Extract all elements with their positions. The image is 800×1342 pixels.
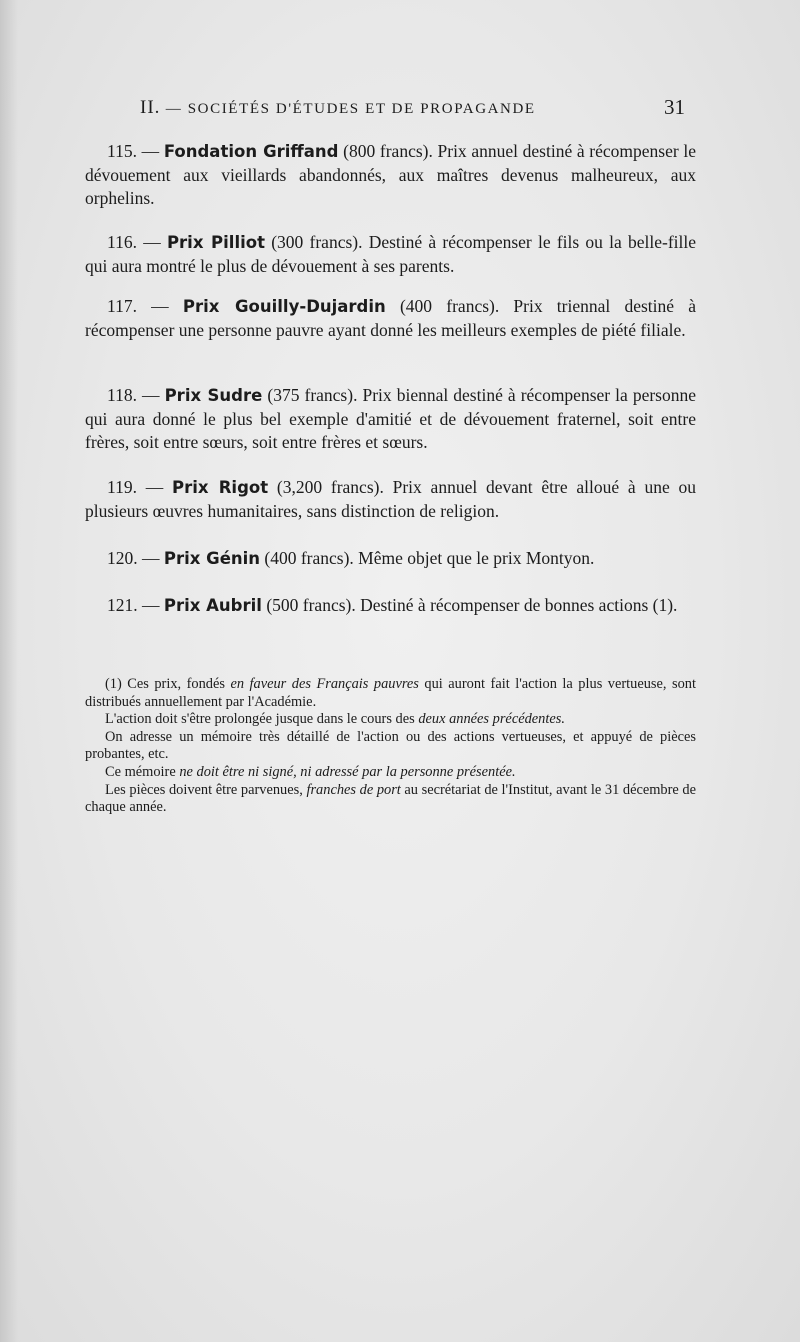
footnote-text: Ce mémoire <box>105 763 180 780</box>
entry-number: 118. — <box>107 385 160 405</box>
footnote-paragraph <box>85 764 696 782</box>
entry-number: 120. — <box>107 548 160 568</box>
running-header <box>140 97 685 123</box>
entry-121 <box>85 594 696 618</box>
entry-body: (500 francs). Destiné à récompenser de bonnes actions (1). <box>261 595 678 615</box>
entry-body: (300 francs). Destiné à récompenser le fils ou la belle-fille qui aura montré le plus de dévouement à ses parents. <box>85 232 697 276</box>
entry-title: Prix Sudre <box>164 386 263 405</box>
footnote-paragraph <box>85 676 696 711</box>
entry-title: Prix Rigot <box>172 478 269 497</box>
binding-shadow <box>0 0 18 1342</box>
entry-120 <box>85 547 696 571</box>
entry-title: Prix Gouilly-Dujardin <box>182 297 386 316</box>
footnote-text: On adresse un mémoire très détaillé de l'action ou des actions vertueuses, et appuyé de pièces probantes, etc. <box>85 728 696 763</box>
footnote-paragraph <box>85 711 696 729</box>
footnote-emphasis: ne doit être ni signé, ni adressé par la personne présentée. <box>179 763 516 780</box>
footnote-paragraph <box>85 782 696 817</box>
entry-title: Fondation Griffand <box>163 142 339 161</box>
footnote-text: L'action doit s'être prolongée jusque dans le cours des <box>105 711 419 728</box>
header-dash: — <box>165 101 183 117</box>
entry-body: (375 francs). Prix biennal destiné à récompenser la personne qui aura donné le plus bel exemple d'amitié et de dévouement fraternel, soit entre frères, soit entre sœurs, soit entre frères et sœurs. <box>85 385 697 452</box>
entry-body: (3,200 francs). Prix annuel devant être alloué à une ou plusieurs œuvres humanitaires, sans distinction de religion. <box>85 477 697 521</box>
running-title <box>140 97 536 119</box>
footnote-text: qui auront fait l'action la plus vertueuse, sont distribués annuellement par l'Académie. <box>85 676 696 710</box>
footnote-text: Les pièces doivent être parvenues, <box>105 781 307 798</box>
entry-body: (400 francs). Prix triennal destiné à récompenser une personne pauvre ayant donné les meilleurs exemples de piété filiale. <box>85 296 696 340</box>
entry-body: (400 francs). Même objet que le prix Montyon. <box>260 548 595 568</box>
entry-116 <box>85 231 696 278</box>
entry-number: 119. — <box>107 477 164 497</box>
entry-number: 116. — <box>107 232 161 252</box>
footnote-emphasis: deux années précédentes. <box>418 711 565 728</box>
entry-119 <box>85 476 696 523</box>
entry-body: (800 francs). Prix annuel destiné à récompenser le dévouement aux vieillards abandonnés, aux maîtres devenus malheureux, aux orphelins. <box>85 141 696 208</box>
entry-number: 115. — <box>107 141 160 161</box>
entry-title: Prix Pilliot <box>166 233 265 252</box>
chapter-title: SOCIÉTÉS D'ÉTUDES ET DE PROPAGANDE <box>187 101 536 117</box>
entry-117 <box>85 295 696 342</box>
footnote-text: (1) Ces prix, fondés <box>105 676 231 692</box>
entry-title: Prix Génin <box>163 549 261 568</box>
entry-title: Prix Aubril <box>163 596 262 615</box>
chapter-number: II. <box>140 97 161 118</box>
footnote-emphasis: en faveur des Français pauvres <box>230 676 419 692</box>
entry-115 <box>85 140 696 211</box>
entry-118 <box>85 384 696 455</box>
page-number: 31 <box>664 95 685 119</box>
footnote-paragraph <box>85 729 696 764</box>
entry-number: 121. — <box>107 595 160 615</box>
footnote-emphasis: franches de port <box>306 781 401 798</box>
entry-number: 117. — <box>107 296 169 316</box>
footnote <box>85 676 696 817</box>
footnote-text: au secrétariat de l'Institut, avant le 31 décembre de chaque année. <box>85 781 696 816</box>
